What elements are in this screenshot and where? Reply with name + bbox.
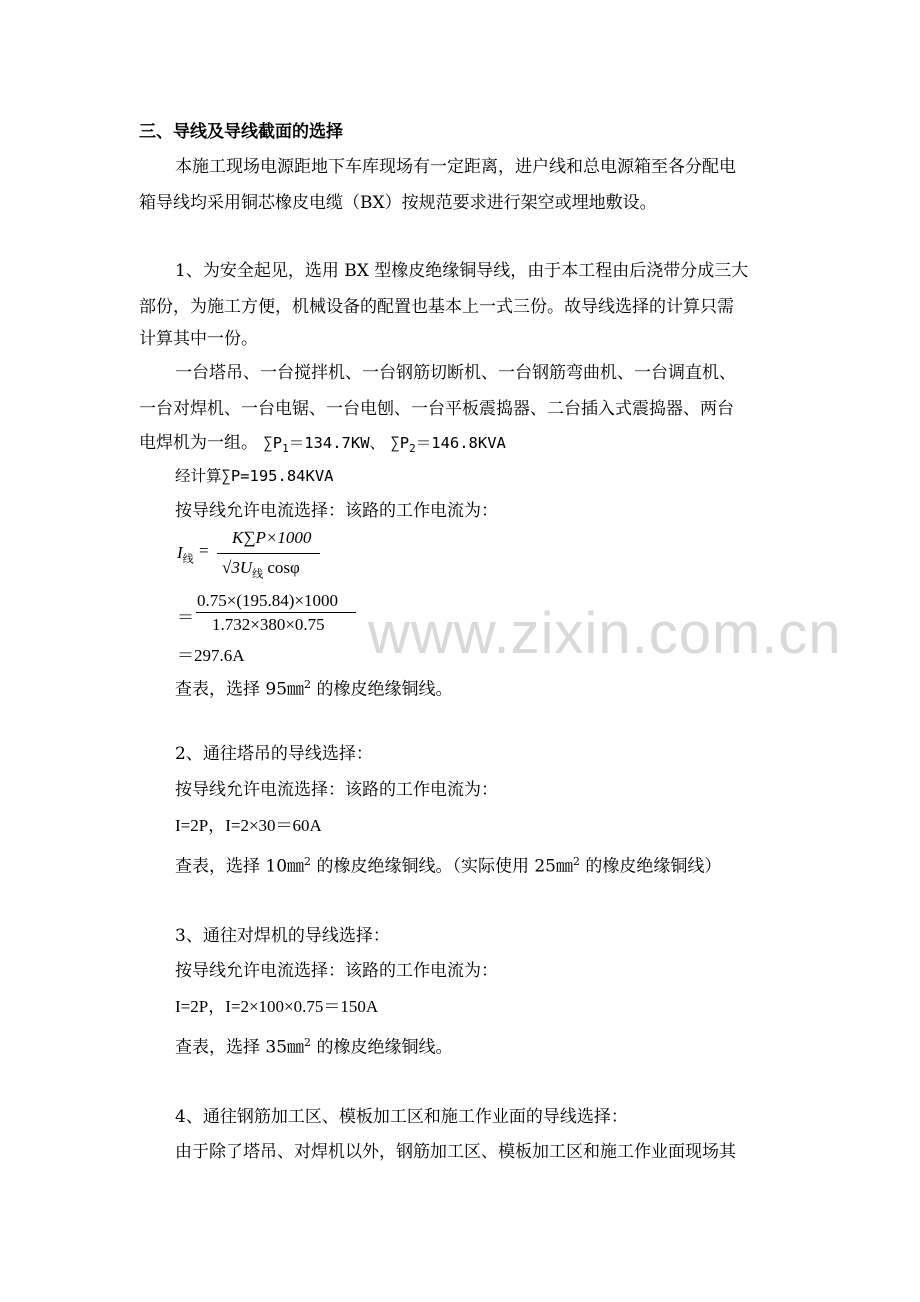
formula-numerator-1: K∑P×1000 bbox=[232, 528, 312, 547]
item2-calc: I=2P，I=2×30＝60A bbox=[175, 816, 322, 835]
total-power: 经计算∑P=195.84KVA bbox=[175, 467, 334, 485]
equipment-line-1: 一台塔吊、一台搅拌机、一台钢筋切断机、一台钢筋弯曲机、一台调直机、 bbox=[175, 363, 736, 383]
item3-method: 按导线允许电流选择：该路的工作电流为： bbox=[175, 961, 498, 981]
item2-conclusion: 查表，选择 10㎜$^2$ 的橡皮绝缘铜线。（实际使用 25㎜$^2$ 的橡皮绝缘铜线） bbox=[175, 855, 722, 877]
item1-line-2: 部份，为施工方便，机械设备的配置也基本上一式三份。故导线选择的计算只需 bbox=[139, 297, 734, 317]
p2-label: $\sum P_2=146.8KVA$ bbox=[390, 434, 506, 456]
formula-result: ＝297.6A bbox=[177, 646, 245, 665]
item4-line: 由于除了塔吊、对焊机以外，钢筋加工区、模板加工区和施工作业面现场其 bbox=[175, 1142, 736, 1162]
item1-conclusion: 查表，选择 95㎜$^2$ 的橡皮绝缘铜线。 bbox=[175, 678, 453, 700]
group-prefix: 电焊机为一组。 bbox=[139, 433, 258, 453]
item3-conclusion: 查表，选择 35㎜$^2$ 的橡皮绝缘铜线。 bbox=[175, 1036, 453, 1058]
item3-calc: I=2P，I=2×100×0.75＝150A bbox=[175, 997, 379, 1016]
fraction-bar-2 bbox=[196, 612, 356, 613]
item2-method: 按导线允许电流选择：该路的工作电流为： bbox=[175, 780, 498, 800]
watermark: www.zixin.com.cn bbox=[368, 601, 842, 666]
equipment-line-3 bbox=[139, 433, 781, 459]
intro-line-1: 本施工现场电源距地下车库现场有一定距离，进户线和总电源箱至各分配电 bbox=[175, 157, 736, 177]
item1-line-3: 计算其中一份。 bbox=[139, 329, 258, 349]
formula-denominator-2: 1.732×380×0.75 bbox=[212, 615, 325, 634]
formula-denominator-1: $√3U_线$ cosφ bbox=[222, 558, 300, 581]
item4-title: 4、通往钢筋加工区、模板加工区和施工作业面的导线选择： bbox=[175, 1107, 628, 1127]
fraction-bar-1 bbox=[217, 553, 320, 554]
formula-eq1: = bbox=[199, 541, 209, 560]
item2-title: 2、通往塔吊的导线选择： bbox=[175, 744, 373, 764]
item3-title: 3、通往对焊机的导线选择： bbox=[175, 926, 390, 946]
section-title: 三、导线及导线截面的选择 bbox=[139, 122, 343, 142]
formula-numerator-2: 0.75×(195.84)×1000 bbox=[197, 591, 338, 610]
formula-lhs: $I_线$ bbox=[177, 543, 194, 566]
intro-line-2: 箱导线均采用铜芯橡皮电缆（BX）按规范要求进行架空或埋地敷设。 bbox=[139, 193, 657, 213]
equipment-line-2: 一台对焊机、一台电锯、一台电刨、一台平板震捣器、二台插入式震捣器、两台 bbox=[139, 399, 734, 419]
formula-eq2: ＝ bbox=[177, 608, 194, 627]
item1-line-1: 1、为安全起见，选用 BX 型橡皮绝缘铜导线，由于本工程由后浇带分成三大 bbox=[175, 261, 749, 281]
method-line: 按导线允许电流选择：该路的工作电流为： bbox=[175, 501, 498, 521]
p1-label: $\sum P_1=134.7KW$、 bbox=[263, 434, 386, 456]
